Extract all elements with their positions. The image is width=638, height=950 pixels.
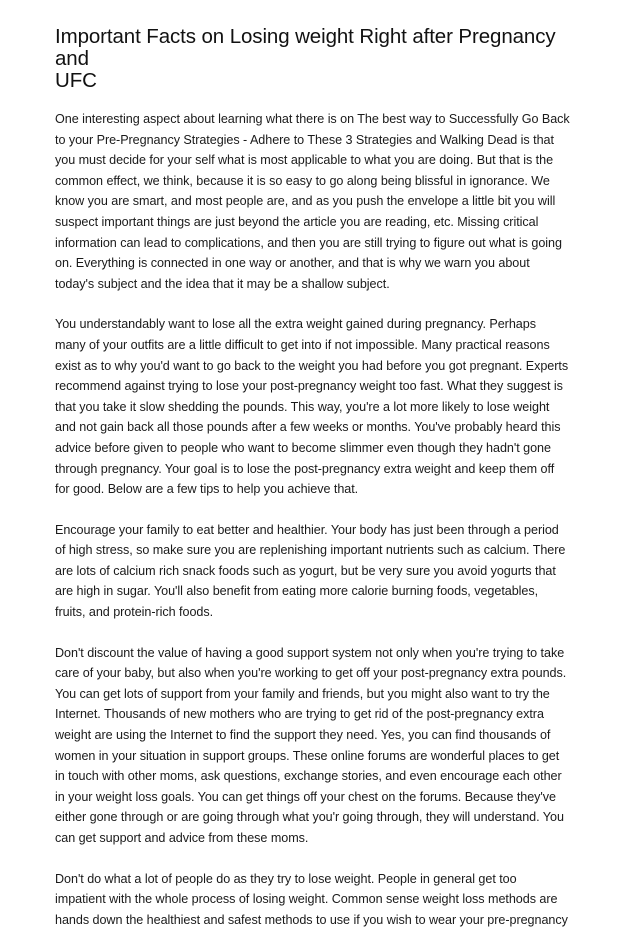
paragraph-1: One interesting aspect about learning what there is on The best way to Successfully Go Back to your Pre-Pregnancy Strategies - Adhere to These 3 Strategies and Walking Dead is that you must decide for your self what is most applicable to what you are doing. But that is the common effect, we think, because it is so easy to go along being blissful in ignorance. We know you are smart, and most people are, and as you push the envelope a little bit you will suspect important things are just beyond the article you are reading, etc. Missing critical information can lead to complications, and then you are still trying to figure out what is going on. Everything is connected in one way or another, and that is why we warn you about today's subject and the idea that it may be a shallow subject. bbox=[55, 112, 570, 291]
paragraph-2: You understandably want to lose all the extra weight gained during pregnancy. Perhaps many of your outfits are a little difficult to get into if not impossible. Many practical reasons exist as to why you'd want to go back to the weight you had before you got pregnant. Experts recommend against trying to lose your post-pregnancy weight too fast. What they suggest is that you take it slow shedding the pounds. This way, you're a lot more likely to lose weight and not gain back all those pounds after a few weeks or months. You've probably heard this advice before given to people who want to become slimmer even though they hadn't gone through pregnancy. Your goal is to lose the post-pregnancy extra weight and keep them off for good. Below are a few tips to help you achieve that. bbox=[55, 317, 569, 497]
document-page bbox=[55, 26, 593, 950]
paragraph-4: Don't discount the value of having a good support system not only when you're trying to take care of your baby, but also when you're working to get off your post-pregnancy extra pounds. You can get lots of support from your family and friends, but you might also want to try the Internet. Thousands of new mothers who are trying to get rid of the post-pregnancy extra weight are using the Internet to find the support they need. Yes, you can find thousands of women in your situation in support groups. These online forums are wonderful places to get in touch with other moms, ask questions, exchange stories, and even encourage each other in your weight loss goals. You can get things off your chest on the forums. Because they've either gone through or are going through what you'r going through, they will understand. You can get support and advice from these moms. bbox=[55, 645, 567, 845]
document-title: Important Facts on Losing weight Right after Pregnancy and UFC bbox=[55, 25, 556, 92]
paragraph-3: Encourage your family to eat better and healthier. Your body has just been through a period of high stress, so make sure you are replenishing important nutrients such as calcium. There are lots of calcium rich snack foods such as yogurt, but be very sure you avoid yogurts that are high in sugar. You'll also benefit from eating more calorie burning foods, vegetables, fruits, and protein-rich foods. bbox=[55, 522, 566, 620]
paragraph-5: Don't do what a lot of people do as they try to lose weight. People in general get too impatient with the whole process of losing weight. Common sense weight loss methods are hands down the healthiest and safest methods to use if you wish to wear your pre-pregnancy bbox=[55, 871, 568, 927]
